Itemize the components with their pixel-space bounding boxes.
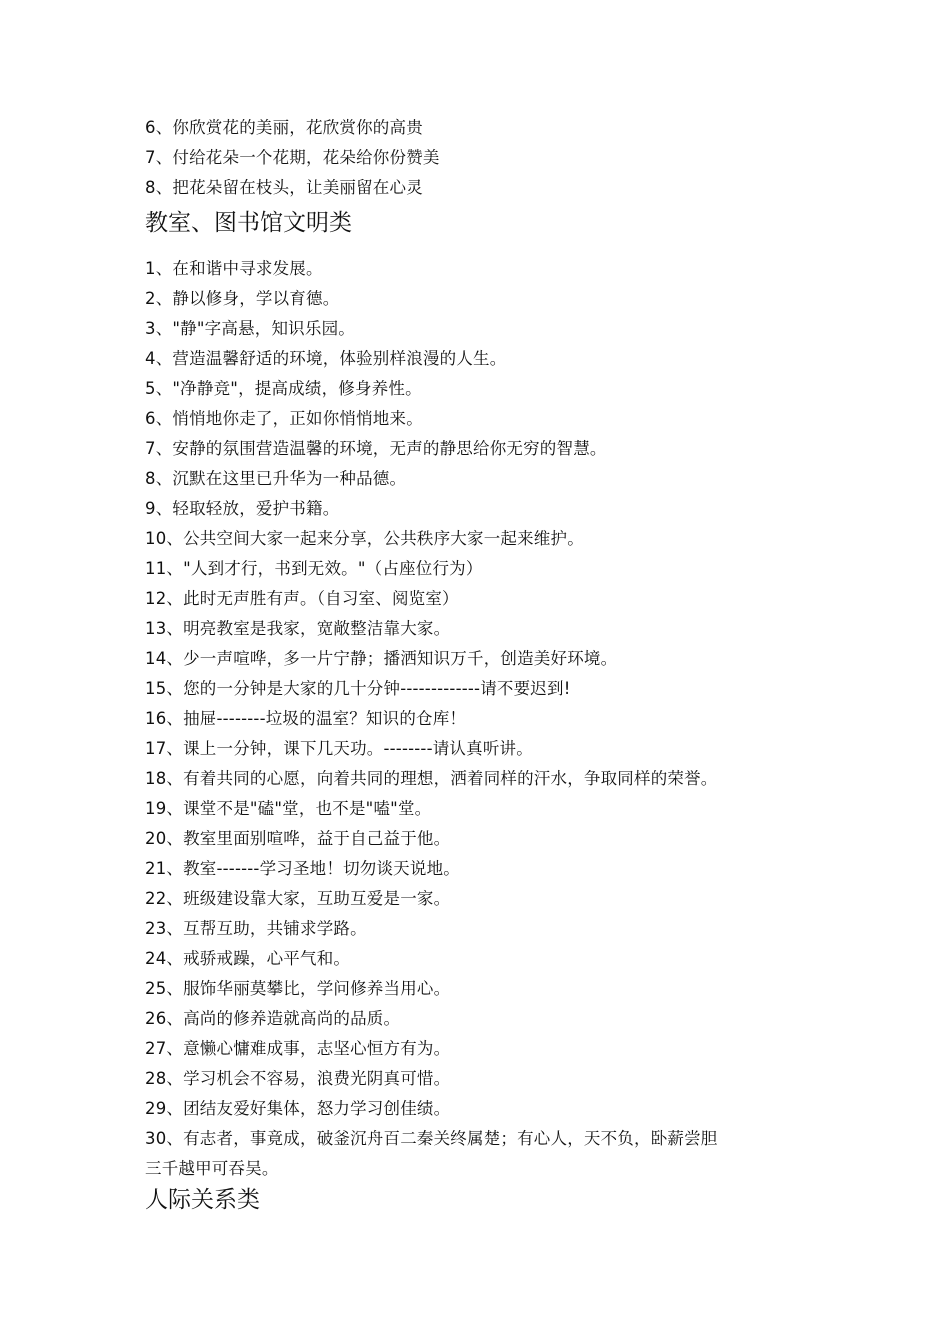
list-item-30-line-1: 30、有志者，事竟成，破釜沉舟百二秦关终属楚；有心人，天不负，卧薪尝胆: [145, 1129, 718, 1148]
list-item: 12、此时无声胜有声。（自习室、阅览室）: [145, 589, 459, 608]
list-item: 24、戒骄戒躁，心平气和。: [145, 949, 351, 968]
list-item: 17、课上一分钟，课下几天功。--------请认真听讲。: [145, 739, 533, 758]
list-item: 7、付给花朵一个花期，花朵给你份赞美: [145, 148, 440, 167]
section-heading-classroom-library: 教室、图书馆文明类: [145, 210, 352, 236]
list-item: 20、教室里面别喧哗，益于自己益于他。: [145, 829, 451, 848]
list-item: 27、意懒心慵难成事，志坚心恒方有为。: [145, 1039, 451, 1058]
list-item: 15、您的一分钟是大家的几十分钟-------------请不要迟到!: [145, 679, 571, 698]
list-item: 8、沉默在这里已升华为一种品德。: [145, 469, 407, 488]
list-item: 9、轻取轻放，爱护书籍。: [145, 499, 340, 518]
list-item: 7、安静的氛围营造温馨的环境，无声的静思给你无穷的智慧。: [145, 439, 607, 458]
list-item: 28、学习机会不容易，浪费光阴真可惜。: [145, 1069, 451, 1088]
list-item: 22、班级建设靠大家，互助互爱是一家。: [145, 889, 451, 908]
list-item-30-line-2: 三千越甲可吞吴。: [145, 1159, 279, 1178]
list-item: 23、互帮互助，共铺求学路。: [145, 919, 367, 938]
section-heading-interpersonal: 人际关系类: [145, 1187, 260, 1213]
list-item: 18、有着共同的心愿，向着共同的理想，洒着同样的汗水，争取同样的荣誉。: [145, 769, 718, 788]
list-item: 6、悄悄地你走了，正如你悄悄地来。: [145, 409, 423, 428]
list-item: 1、在和谐中寻求发展。: [145, 259, 323, 278]
list-item: 21、教室-------学习圣地！切勿谈天说地。: [145, 859, 460, 878]
list-item: 6、你欣赏花的美丽，花欣赏你的高贵: [145, 118, 423, 137]
list-item: 4、营造温馨舒适的环境，体验别样浪漫的人生。: [145, 349, 507, 368]
list-item: 26、高尚的修养造就高尚的品质。: [145, 1009, 401, 1028]
list-item: 16、抽屉--------垃圾的温室？知识的仓库！: [145, 709, 467, 728]
list-item: 10、公共空间大家一起来分享，公共秩序大家一起来维护。: [145, 529, 584, 548]
list-item: 13、明亮教室是我家，宽敞整洁靠大家。: [145, 619, 451, 638]
list-item: 5、"净静竞"，提高成绩，修身养性。: [145, 379, 422, 398]
classroom-library-list: [145, 254, 825, 1184]
list-item: 19、课堂不是"磕"堂，也不是"嗑"堂。: [145, 799, 432, 818]
list-item: 8、把花朵留在枝头，让美丽留在心灵: [145, 178, 423, 197]
top-list: [145, 113, 825, 203]
list-item: 11、"人到才行，书到无效。"（占座位行为）: [145, 559, 483, 578]
list-item: 25、服饰华丽莫攀比，学问修养当用心。: [145, 979, 451, 998]
list-item: 3、"静"字高悬，知识乐园。: [145, 319, 355, 338]
list-item: 2、静以修身，学以育德。: [145, 289, 340, 308]
list-item: 14、少一声喧哗，多一片宁静；播洒知识万千，创造美好环境。: [145, 649, 618, 668]
list-item: 29、团结友爱好集体，怒力学习创佳绩。: [145, 1099, 451, 1118]
